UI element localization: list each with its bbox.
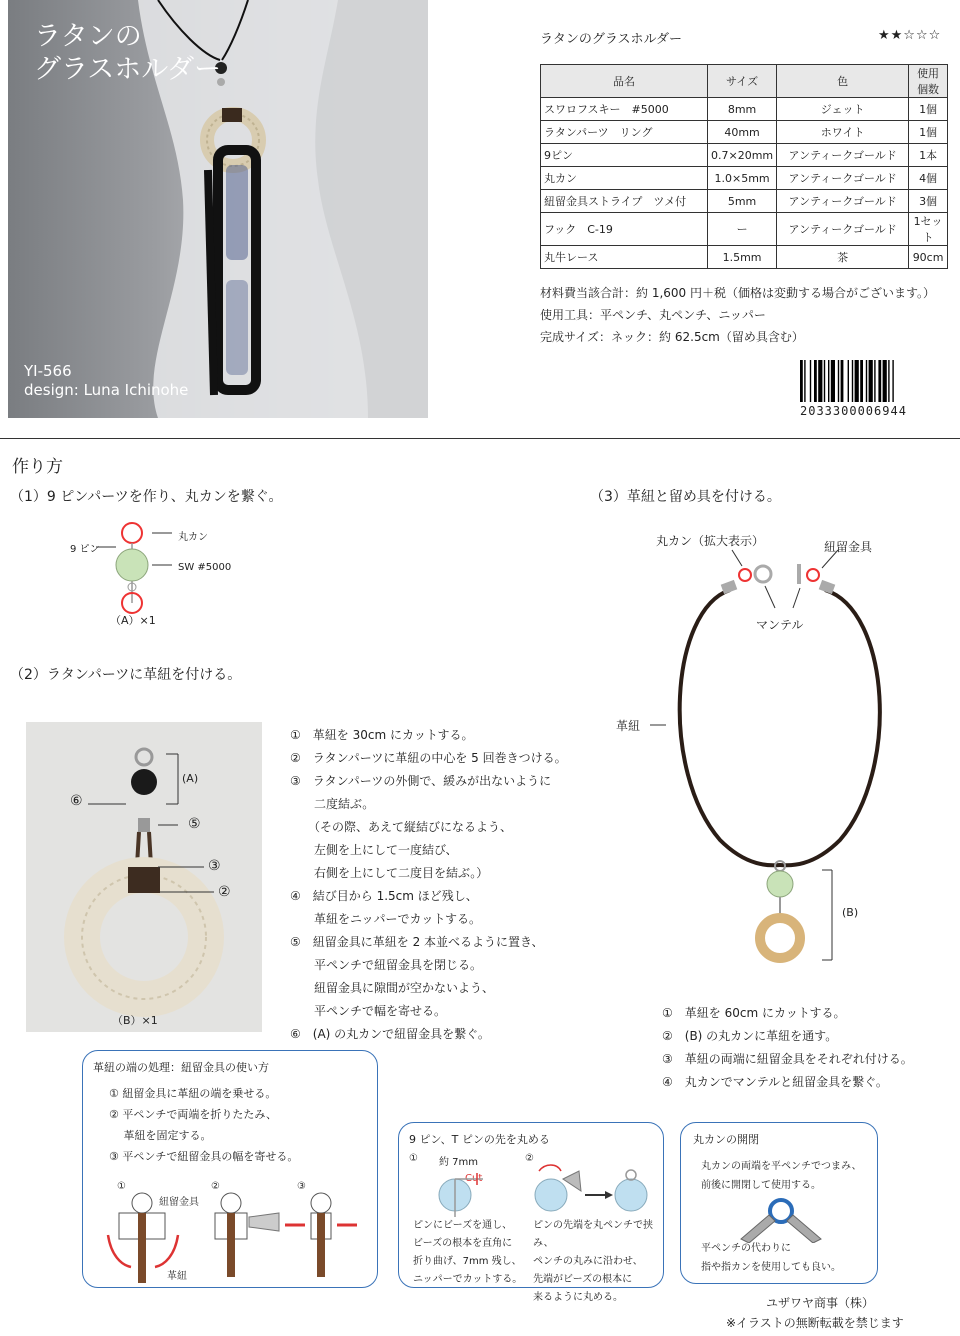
table-cell: ー	[708, 213, 777, 246]
step2-line: 革紐をニッパーでカットする。	[290, 912, 482, 926]
table-row	[541, 98, 948, 121]
table-cell: 40mm	[708, 121, 777, 144]
pin-right-line: 来るように丸める。	[533, 1292, 623, 1303]
table-cell: ラタンパーツ リング	[541, 121, 708, 144]
barcode-bar	[888, 360, 889, 402]
ring-line: 指や指カンを使用しても良い。	[701, 1262, 841, 1273]
hero-title	[34, 20, 221, 86]
table-cell: 3個	[909, 190, 948, 213]
step3-line: ② (B) の丸カンに革紐を通す。	[662, 1029, 838, 1043]
company-name: ユザワヤ商事（株）	[766, 1296, 875, 1310]
marker-3: ③	[208, 858, 221, 874]
barcode-bar	[869, 360, 873, 402]
pin-left-text	[413, 1217, 522, 1289]
pin-n1: ①	[409, 1153, 418, 1164]
marker-5: ⑤	[188, 816, 201, 832]
step2-line: 紐留金具に隙間が空かないよう、	[290, 981, 495, 995]
tip-box-clasp	[82, 1050, 378, 1288]
table-cell: アンティークゴールド	[777, 167, 909, 190]
step2-line: 二度結ぶ。	[290, 797, 375, 811]
hero-title-line2: グラスホルダー	[34, 54, 222, 85]
pin-left-line: ピンにビーズを通し、	[413, 1220, 513, 1231]
table-cell: 1個	[909, 121, 948, 144]
step1-title: （1）9 ピンパーツを作り、丸カンを繋ぐ。	[10, 489, 283, 505]
label-cord: 革紐	[616, 719, 641, 733]
step2-instructions	[290, 724, 590, 1046]
product-title: ラタンのグラスホルダー	[540, 32, 682, 47]
barcode-bar	[866, 360, 867, 402]
table-cell: 0.7×20mm	[708, 144, 777, 167]
step2-line: ② ラタンパーツに革紐の中心を 5 回巻きつける。	[290, 751, 567, 765]
tip-line: ② 平ペンチで両端を折りたたみ、	[109, 1108, 278, 1121]
tip-label-clasp: 紐留金具	[159, 1197, 199, 1208]
table-cell: 1個	[909, 98, 948, 121]
table-cell: 丸牛レース	[541, 246, 708, 269]
product-code: YI-566	[24, 362, 72, 380]
step3-necklace-diagram	[600, 520, 930, 970]
materials-table	[540, 64, 948, 269]
barcode-icon	[800, 360, 948, 410]
pin-right-line: 先端がビーズの根本に	[533, 1274, 633, 1285]
table-cell: アンティークゴールド	[777, 213, 909, 246]
tip-line: ③ 平ペンチで紐留金具の幅を寄せる。	[109, 1150, 299, 1163]
table-cell: ホワイト	[777, 121, 909, 144]
table-row	[541, 144, 948, 167]
table-cell: 1.0×5mm	[708, 167, 777, 190]
tip-box-title: 9 ピン、T ピンの先を丸める	[409, 1133, 550, 1146]
size-text: 完成サイズ：ネック：約 62.5cm（留め具含む）	[540, 330, 804, 344]
table-cell: フック C-19	[541, 213, 708, 246]
barcode-bar	[838, 360, 839, 402]
pin-right-line: ピンの先端を丸ペンチで挟み、	[533, 1220, 653, 1249]
tip-label-cord: 革紐	[167, 1271, 187, 1282]
barcode-bar	[878, 360, 881, 402]
step2-line: 左側を上にして一度結び、	[290, 843, 458, 857]
table-header: 色	[777, 65, 909, 98]
hero-code	[24, 362, 188, 400]
table-cell: 丸カン	[541, 167, 708, 190]
table-cell: 1セット	[909, 213, 948, 246]
table-cell: アンティークゴールド	[777, 190, 909, 213]
step2-line: ⑥ (A) の丸カンで紐留金具を繋ぐ。	[290, 1027, 490, 1041]
table-header: サイズ	[708, 65, 777, 98]
barcode-bar	[824, 360, 825, 402]
step2-line: 平ペンチで幅を寄せる。	[290, 1004, 447, 1018]
barcode-bar	[874, 360, 875, 402]
copyright-notice: ※イラストの無断転載を禁じます	[726, 1316, 904, 1330]
table-header: 品名	[541, 65, 708, 98]
table-cell: アンティークゴールド	[777, 144, 909, 167]
label-ring: 丸カン	[178, 532, 208, 543]
tip-line: 革紐を固定する。	[109, 1129, 212, 1142]
table-row	[541, 190, 948, 213]
hero-photo	[8, 0, 428, 418]
tip-box-title: 丸カンの開閉	[693, 1133, 759, 1146]
table-cell: 茶	[777, 246, 909, 269]
tools-text: 使用工具：平ペンチ、丸ペンチ、ニッパー	[540, 308, 766, 322]
pin-left-line: ニッパーでカットする。	[413, 1274, 523, 1285]
barcode-bar	[814, 360, 817, 402]
step2-line: ① 革紐を 30cm にカットする。	[290, 728, 474, 742]
tip-n2: ②	[211, 1181, 220, 1192]
step3-line: ④ 丸カンでマンテルと紐留金具を繋ぐ。	[662, 1075, 888, 1089]
barcode-bar	[818, 360, 822, 402]
marker-2: ②	[218, 884, 231, 900]
barcode-bar	[841, 360, 844, 402]
tip-n1: ①	[117, 1181, 126, 1192]
barcode-bar	[804, 360, 805, 402]
cost-text: 材料費当該合計：約 1,600 円＋税（価格は変動する場合がございます。）	[540, 286, 936, 300]
step2-line: ⑤ 紐留金具に革紐を 2 本並べるように置き、	[290, 935, 544, 949]
tip-line: ① 紐留金具に革紐の端を乗せる。	[109, 1087, 277, 1100]
barcode-bar	[860, 360, 863, 402]
barcode-bar	[831, 360, 835, 402]
label-a: (A)	[182, 772, 199, 785]
table-cell: 1.5mm	[708, 246, 777, 269]
table-cell: 1本	[909, 144, 948, 167]
table-cell: 9ピン	[541, 144, 708, 167]
tip-box-pin	[398, 1122, 664, 1303]
barcode-bar	[800, 360, 803, 402]
ring-line: 平ペンチの代わりに	[701, 1243, 791, 1254]
table-cell: 4個	[909, 167, 948, 190]
table-row	[541, 121, 948, 144]
step3-instructions	[662, 1002, 952, 1094]
step2-title: （2）ラタンパーツに革紐を付ける。	[10, 667, 242, 683]
difficulty-stars: ★★☆☆☆	[878, 28, 942, 43]
label-clasp: 紐留金具	[824, 540, 873, 554]
pin-left-line: ビーズの根本を直角に	[413, 1238, 513, 1249]
table-row	[541, 246, 948, 269]
barcode-bar	[855, 360, 859, 402]
step2-line: ④ 結び目から 1.5cm ほど残し、	[290, 889, 478, 903]
step3-line: ③ 革紐の両端に紐留金具をそれぞれ付ける。	[662, 1052, 913, 1066]
table-row	[541, 213, 948, 246]
label-ring-zoom: 丸カン（拡大表示）	[656, 534, 765, 548]
table-cell: 紐留金具ストライプ ツメ付	[541, 190, 708, 213]
table-row	[541, 167, 948, 190]
barcode-number: 2033300006944	[800, 404, 907, 418]
label-sw: SW #5000	[178, 562, 232, 573]
table-header: 使用個数	[909, 65, 948, 98]
ring-line: 丸カンの両端を平ペンチでつまみ、	[701, 1161, 862, 1172]
step1-caption: （A）×1	[110, 614, 156, 627]
ring-pliers-illustration	[731, 1197, 831, 1243]
step3-line: ① 革紐を 60cm にカットする。	[662, 1006, 846, 1020]
label-9pin: 9 ピン	[70, 544, 100, 555]
step2-line: （その際、あえて縦結びになるよう、	[290, 820, 513, 834]
tip-n3: ③	[297, 1181, 306, 1192]
barcode-bar	[828, 360, 829, 402]
pin-label-cut: Cut	[465, 1173, 483, 1184]
barcode-bar	[892, 360, 893, 402]
table-header-row	[541, 65, 948, 98]
tip-box-lines	[109, 1083, 298, 1167]
table-cell: 5mm	[708, 190, 777, 213]
step2-caption: （B）×1	[112, 1014, 158, 1027]
step2-line: 右側を上にして二度目を結ぶ。）	[290, 866, 489, 880]
designer-credit: design: Luna Ichinohe	[24, 381, 189, 399]
table-cell: 90cm	[909, 246, 948, 269]
hero-title-line1: ラタンの	[34, 21, 142, 52]
barcode-bar	[848, 360, 849, 402]
barcode-bar	[810, 360, 811, 402]
ring-line: 前後に開閉して使用する。	[701, 1180, 821, 1191]
pin-left-line: 折り曲げ、7mm 残し、	[413, 1256, 522, 1267]
table-cell: ジェット	[777, 98, 909, 121]
ring-bottom-text	[701, 1239, 841, 1277]
pin-n2: ②	[525, 1153, 534, 1164]
table-cell: スワロフスキー #5000	[541, 98, 708, 121]
barcode-bar	[883, 360, 887, 402]
barcode-bar	[852, 360, 853, 402]
pin-bend-illustration	[399, 1161, 663, 1221]
step3-title: （3）革紐と留め具を付ける。	[590, 489, 781, 505]
step2-line: 平ペンチで紐留金具を閉じる。	[290, 958, 483, 972]
table-cell: 8mm	[708, 98, 777, 121]
pin-right-line: ペンチの丸みに沿わせ、	[533, 1256, 643, 1267]
ring-top-text	[701, 1157, 862, 1195]
howto-title: 作り方	[12, 457, 63, 477]
pin-right-text	[533, 1217, 663, 1307]
rattan-ring-illustration	[26, 722, 262, 1032]
step2-line: ③ ラタンパーツの外側で、緩みが出ないように	[290, 774, 552, 788]
label-b: (B)	[842, 906, 859, 919]
section-divider	[0, 438, 960, 439]
marker-6: ⑥	[70, 793, 83, 809]
label-mantel: マンテル	[756, 618, 804, 632]
clasp-steps-illustration	[83, 1175, 377, 1285]
tip-box-ring	[680, 1122, 878, 1284]
tip-box-title: 革紐の端の処理：紐留金具の使い方	[93, 1061, 269, 1074]
pin-label-length: 約 7mm	[439, 1157, 479, 1168]
step2-photo	[26, 722, 262, 1032]
